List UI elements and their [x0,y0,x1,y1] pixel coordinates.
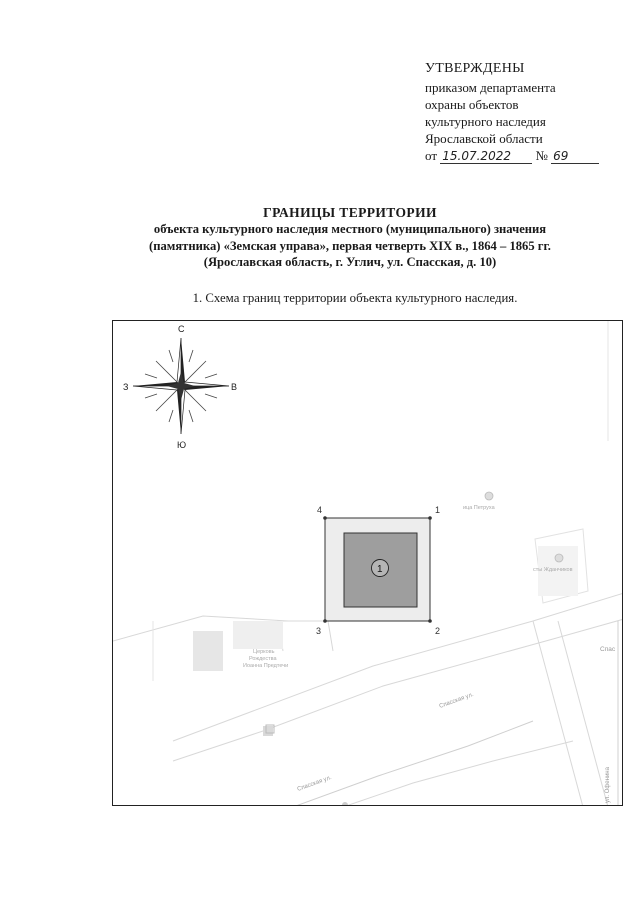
street-label-vertical: ул. Офенина [605,767,611,803]
street-label-2: Спасская ул. [296,774,333,793]
poi-1-marker [485,492,493,500]
point-4-marker [323,516,327,520]
object-number: 1 [377,564,383,575]
point-2-marker [428,619,432,623]
document-title [80,204,620,271]
approval-date-line [425,147,625,164]
compass-west-label: З [123,382,129,392]
title-line-3: (Ярославская область, г. Углич, ул. Спасская, д. 10) [203,255,497,269]
poi-1-label: ица Петруха [463,505,495,511]
number-prefix: № [535,148,548,163]
church-label-3: Иоанна Предтечи [243,663,289,669]
approval-line-1: приказом департамента [425,80,556,95]
compass-east-label: В [231,382,238,392]
boundary-map [112,320,623,806]
poi-2-label: сты Жданчиков [533,567,573,573]
approval-line-2: охраны объектов [425,97,519,112]
approval-stamp [425,60,625,164]
title-line-1: объекта культурного наследия местного (муниципального) значения [153,222,547,236]
approval-line-3: культурного наследия [425,114,546,129]
schema-caption: 1. Схема границ территории объекта культурного наследия. [192,291,518,305]
church-label-2: Рождества [249,656,277,662]
approval-line-4: Ярославской области [425,131,543,146]
point-3-marker [323,619,327,623]
handwritten-number: 69 [551,150,599,164]
point-3-label: 3 [316,626,322,636]
church-label-1: Церковь [253,649,275,655]
street-label-1: Спасская ул. [438,691,475,710]
compass-south-label: Ю [177,440,187,450]
point-4-label: 4 [317,505,323,515]
point-1-marker [428,516,432,520]
approval-heading: УТВЕРЖДЕНЫ [425,61,525,76]
date-prefix: от [425,148,438,163]
compass-north-label: С [178,324,185,334]
street-label-edge: Спас [600,646,616,653]
map-canvas [113,321,623,806]
point-2-label: 2 [435,626,441,636]
poi-2-marker [555,554,563,562]
title-main: ГРАНИЦЫ ТЕРРИТОРИИ [263,205,437,220]
handwritten-date: 15.07.2022 [440,150,532,164]
point-1-label: 1 [435,505,441,515]
title-line-2: (памятника) «Земская управа», первая четверть XIX в., 1864 – 1865 гг. [149,238,551,253]
compass-rose [123,324,237,450]
map-marker [342,802,348,806]
